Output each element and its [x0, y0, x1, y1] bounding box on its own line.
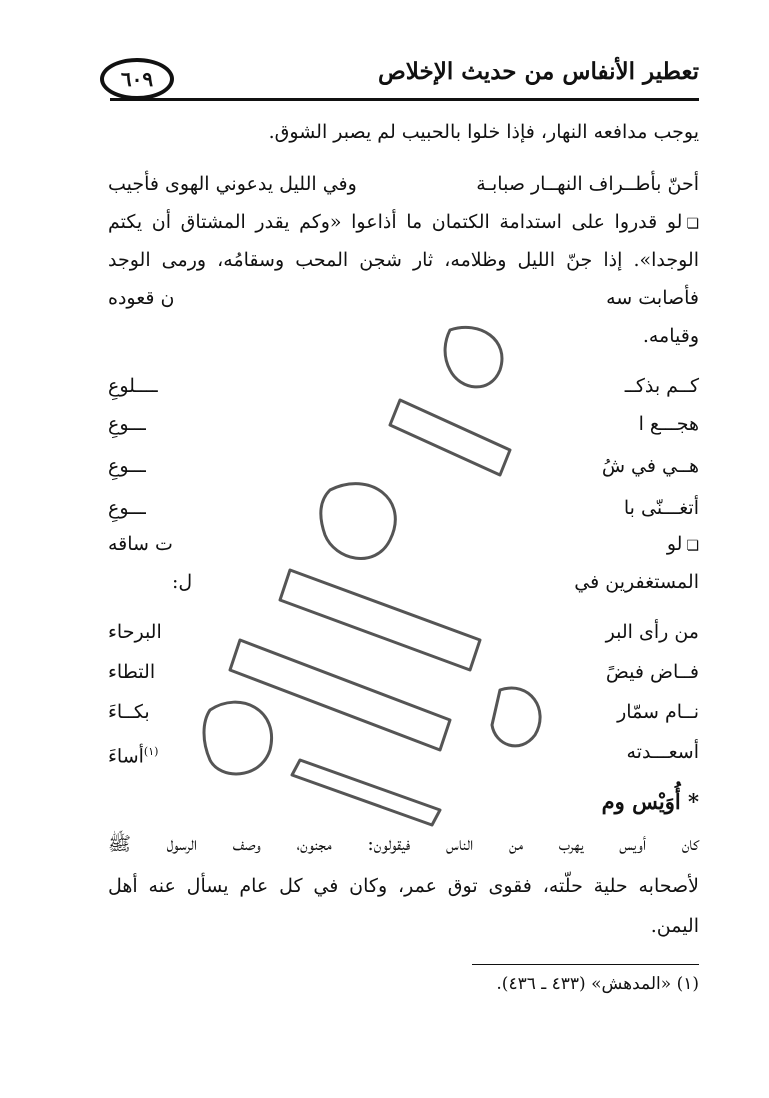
- poem-2-line-3-right: نــام سمّار: [617, 701, 699, 723]
- running-header-title: تعطير الأنفاس من حديث الإخلاص: [377, 58, 699, 85]
- poem-1-line-3-right: هــي في شُ: [601, 455, 699, 477]
- paragraph-2-line-2-left: ل:: [172, 571, 193, 593]
- paragraph-3-line-1: كان أويس يهرب من الناس فيقولون: مجنون، وصف الرسول ﷺ: [108, 833, 699, 855]
- poem-1-line-4-left: ـــوعِ: [108, 497, 146, 519]
- paragraph-2-line-1-right-text: لو: [666, 533, 683, 555]
- poem-1-line-2-right: هجـــع ا: [638, 413, 699, 435]
- poem-1-line-3-left: ـــوعِ: [108, 455, 146, 477]
- poem-2-line-1-right: من رأى البر: [605, 621, 699, 643]
- paragraph-2-line-2-right: المستغفرين في: [574, 571, 699, 593]
- paragraph-3-line-2: لأصحابه حلية حلّته، فقوى توق عمر، وكان في كل عام يسأل عنه أهل: [108, 875, 699, 897]
- poem-1-line-2-left: ـــوعِ: [108, 413, 146, 435]
- square-bullet-icon: ❏: [686, 216, 699, 232]
- paragraph-1-line-3-right: فأصابت سه: [606, 287, 699, 309]
- poem-2-line-1-left: البرحاء: [108, 621, 162, 643]
- verse-1-first-hemistich: أحنّ بأطــراف النهــار صبابـة: [476, 173, 699, 195]
- poem-1-line-1-left: ــــلوعِ: [108, 375, 158, 397]
- footnote: (١) «المدهش» (٤٣٣ ـ ٤٣٦).: [496, 974, 699, 994]
- footnote-marker: (١): [143, 745, 159, 758]
- paragraph-1-line-4: وقيامه.: [642, 325, 699, 347]
- paragraph-2-line-1-right: [667, 530, 699, 560]
- poem-1-line-4-right: أتغـــنّى با: [623, 497, 699, 519]
- header-rule: [110, 98, 699, 101]
- paragraph-3-line-3: اليمن.: [650, 915, 699, 937]
- poem-1-line-1-right: كــم بذكــ: [624, 375, 699, 397]
- section-heading: * أُوَيْس وم: [601, 789, 699, 814]
- paragraph-2-line-1-left: ت ساقه: [108, 533, 173, 555]
- text-line-1: يوجب مدافعه النهار، فإذا خلوا بالحبيب لم يصبر الشوق.: [268, 121, 699, 143]
- poem-2-line-3-left: بكــاءَ: [108, 701, 150, 723]
- page-number-badge: ٦٠٩: [100, 58, 174, 100]
- verse-1-second-hemistich: وفي الليل يدعوني الهوى فأجيب: [108, 173, 357, 195]
- poem-2-line-4-right: أسعـــدته: [626, 741, 699, 763]
- square-bullet-icon: ❏: [686, 538, 699, 554]
- poem-2-line-2-left: التطاء: [108, 661, 156, 683]
- poem-2-line-4-left-text: أساءَ: [108, 745, 144, 768]
- paragraph-1-line-2: الوجدا». إذا جنّ الليل وظلامه، ثار شجن المحب وسقامُه، ورمى الوجد: [108, 249, 699, 271]
- paragraph-1-line-1: [108, 208, 699, 238]
- paragraph-1-line-1-text: لو قدروا على استدامة الكتمان ما أذاعوا «وكم يقدر المشتاق أن يكتم: [108, 211, 683, 233]
- paragraph-1-line-3-left: ن قعوده: [108, 287, 175, 309]
- poem-2-line-4-left: [108, 738, 158, 770]
- poem-2-line-2-right: فــاض فيضً: [605, 661, 699, 683]
- watermark-calligraphy: [150, 310, 590, 830]
- footnote-rule: [472, 964, 699, 965]
